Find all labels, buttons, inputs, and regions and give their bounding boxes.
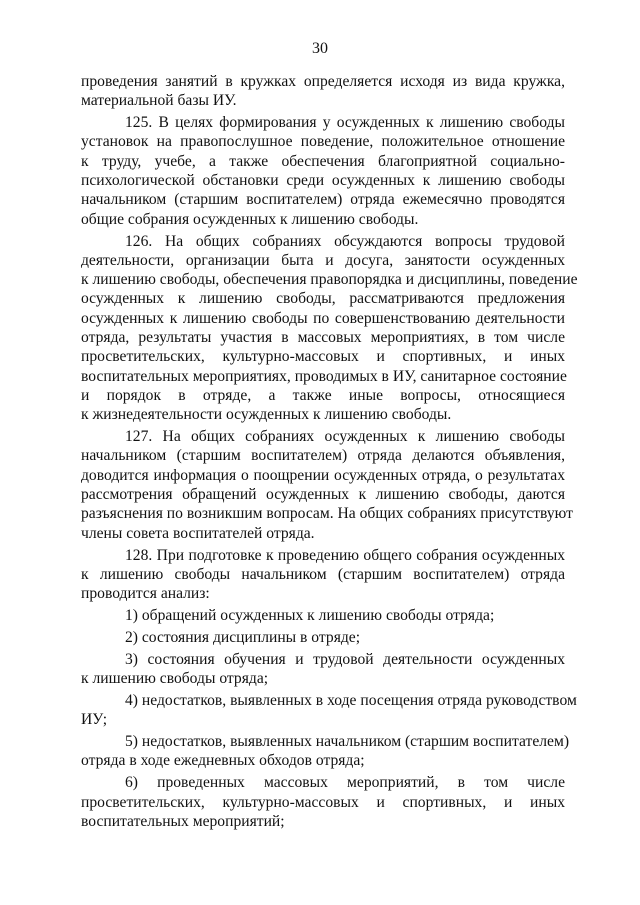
paragraph: [81, 606, 565, 625]
text-line: доводится информация о поощрении осужденных отряда, о результатах: [81, 466, 565, 484]
text-line: установок на правопослушное поведение, положительное отношение: [81, 133, 565, 151]
paragraph: [81, 113, 565, 229]
text-line: отряда, результаты участия в массовых мероприятиях, в том числе: [81, 329, 565, 347]
paragraph: [81, 72, 565, 111]
text-line: к лишению свободы, обеспечения правопорядка и дисциплины, поведение: [81, 271, 578, 289]
text-line: проводится анализ:: [81, 585, 210, 603]
paragraph: [81, 691, 577, 730]
text-line: отряда в ходе ежедневных обходов отряда;: [81, 752, 365, 770]
text-line: 6) проведенных массовых мероприятий, в том числе: [125, 774, 565, 792]
text-line: к лишению свободы отряда;: [81, 670, 269, 688]
text-line: и порядок в отряде, а также иные вопросы, относящиеся: [81, 386, 565, 404]
text-line: общие собрания осужденных к лишению свободы.: [81, 210, 419, 228]
text-line: к жизнедеятельности осужденных к лишению свободы.: [81, 406, 452, 424]
text-line: рассмотрения обращений осужденных к лишению свободы, даются: [81, 486, 565, 504]
paragraph: [81, 628, 565, 647]
paragraph: [81, 546, 565, 604]
paragraph: [81, 773, 565, 831]
text-line: 3) состояния обучения и трудовой деятельности осужденных: [125, 650, 565, 668]
paragraph: [81, 732, 570, 771]
text-line: 2) состояния дисциплины в отряде;: [125, 628, 361, 646]
text-line: начальником (старшим воспитателем) отряда делаются объявления,: [81, 447, 565, 465]
text-line: психологической обстановки среди осужденных к лишению свободы: [81, 172, 565, 190]
text-line: члены совета воспитателей отряда.: [81, 524, 315, 542]
text-line: просветительских, культурно-массовых и спортивных, и иных: [81, 793, 565, 811]
text-line: воспитательных мероприятий;: [81, 812, 285, 830]
text-line: к лишению свободы начальником (старшим воспитателем) отряда: [81, 565, 565, 583]
text-line: 5) недостатков, выявленных начальником (старшим воспитателем): [125, 733, 570, 751]
text-line: материальной базы ИУ.: [81, 92, 237, 110]
text-line: проведения занятий в кружках определяется исходя из вида кружка,: [81, 73, 565, 90]
paragraph: [81, 650, 565, 689]
text-line: начальником (старшим воспитателем) отряда ежемесячно проводятся: [81, 191, 565, 209]
paragraph: [81, 232, 578, 425]
text-line: 128. При подготовке к проведению общего собрания осужденных: [125, 546, 565, 564]
text-line: 125. В целях формирования у осужденных к лишению свободы: [125, 114, 565, 132]
text-line: разъяснения по возникшим вопросам. На общих собраниях присутствуют: [81, 505, 573, 523]
text-line: деятельности, организации быта и досуга, занятости осужденных: [81, 251, 565, 269]
text-line: осужденных к лишению свободы, рассматриваются предложения: [81, 290, 565, 308]
text-line: воспитательных мероприятиях, проводимых в ИУ, санитарное состояние: [81, 367, 567, 385]
text-line: 126. На общих собраниях обсуждаются вопросы трудовой: [125, 232, 565, 250]
text-line: к труду, учебе, а также обеспечения благоприятной социально-: [81, 152, 565, 170]
text-line: 127. На общих собраниях осужденных к лишению свободы: [125, 428, 565, 446]
text-line: 1) обращений осужденных к лишению свободы отряда;: [125, 606, 495, 624]
page-number: 30: [312, 40, 328, 57]
text-line: осужденных к лишению свободы по совершенствованию деятельности: [81, 309, 565, 327]
paragraph: [81, 427, 573, 543]
document-body: [81, 72, 578, 831]
text-line: просветительских, культурно-массовых и спортивных, и иных: [81, 348, 565, 366]
text-line: ИУ;: [81, 711, 108, 729]
text-line: 4) недостатков, выявленных в ходе посещения отряда руководством: [125, 691, 577, 709]
